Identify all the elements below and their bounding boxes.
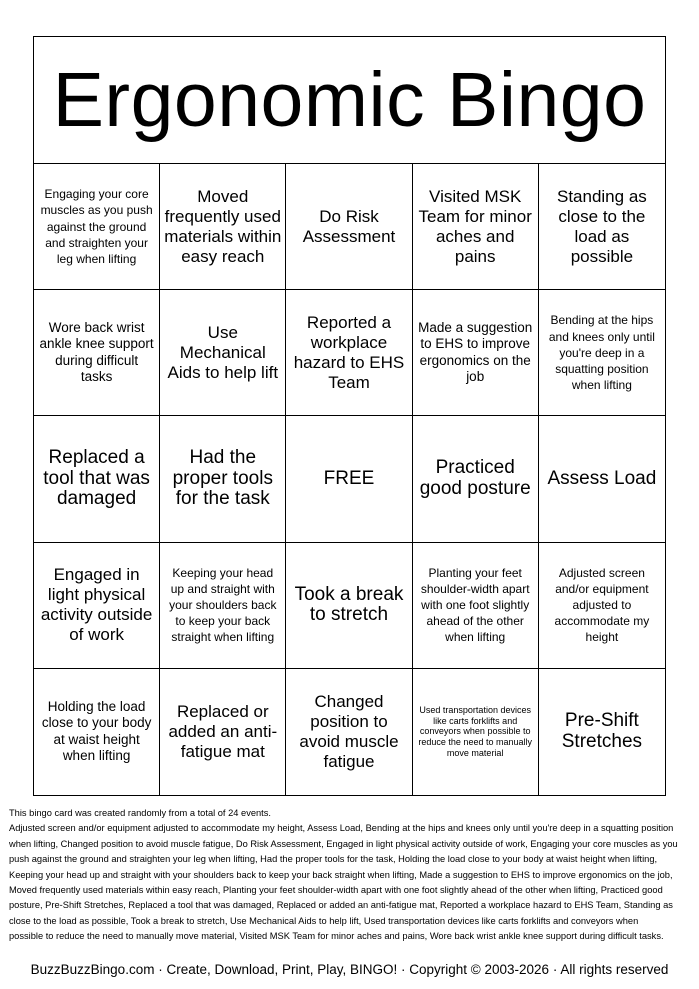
cell-text: Took a break to stretch — [294, 583, 404, 626]
bingo-cell — [34, 290, 160, 416]
cell-text: Had the proper tools for the task — [172, 447, 273, 510]
bingo-cell — [413, 164, 539, 290]
bingo-cell — [34, 164, 160, 290]
bingo-cell — [34, 543, 160, 669]
event-list-line: Adjusted screen and/or equipment adjusted to accommodate my height, Assess Load, Bending at the hips and knees only until you're deep in a squatting position — [9, 823, 674, 834]
cell-text: Keeping your head up and straight with your shoulders back to keep your back straight when lifting — [169, 565, 277, 645]
free-space — [286, 416, 412, 542]
bingo-cell — [160, 416, 286, 542]
copyright-footer: BuzzBuzzBingo.com · Create, Download, Print, Play, BINGO! · Copyright © 2003-2026 · All rights reserved — [30, 962, 669, 977]
bingo-cell — [34, 416, 160, 542]
cell-text: Engaging your core muscles as you push against the ground and straighten your leg when lifting — [40, 187, 153, 266]
cell-text: Used transportation devices like carts forklifts and conveyors when possible to reduce the need to manually move material — [418, 704, 532, 759]
bingo-cell — [286, 290, 412, 416]
bingo-cell — [539, 290, 665, 416]
cell-text: Standing as close to the load as possible — [556, 186, 647, 266]
cell-text: Engaged in light physical activity outside of work — [40, 565, 153, 645]
cell-text: Wore back wrist ankle knee support during difficult tasks — [39, 319, 154, 385]
cell-text: Replaced or added an anti-fatigue mat — [168, 701, 278, 761]
event-list-line: Moved frequently used materials within easy reach, Planting your feet shoulder-width apart with one foot slightly ahead of the other when lifting, Practiced good — [9, 885, 663, 896]
cell-text: Holding the load close to your body at waist height when lifting — [41, 698, 152, 764]
cell-text: Reported a workplace hazard to EHS Team — [293, 312, 405, 392]
cell-text: Pre-Shift Stretches — [561, 710, 643, 752]
event-list-line: when lifting, Changed position to avoid muscle fatigue, Do Risk Assessment, Engaged in light physical activity outside of work, Engaging your core muscles as you — [9, 838, 678, 849]
bingo-cell — [160, 669, 286, 795]
cell-text: Moved frequently used materials within easy reach — [164, 186, 282, 266]
cell-text: Changed position to avoid muscle fatigue — [299, 691, 399, 771]
bingo-cell — [413, 543, 539, 669]
cell-text: Assess Load — [547, 467, 657, 489]
cell-text: Bending at the hips and knees only until you're deep in a squatting position when lifting — [548, 313, 655, 393]
cell-text: Visited MSK Team for minor aches and pains — [418, 186, 532, 266]
event-list-line: Keeping your head up and straight with your shoulders back to keep your back straight when lifting, Made a suggestion to EHS to improve ergonomics on the job, — [9, 869, 673, 880]
bingo-cell — [413, 290, 539, 416]
bingo-cell — [413, 416, 539, 542]
cell-text: Made a suggestion to EHS to improve ergonomics on the job — [418, 319, 533, 385]
bingo-cell — [34, 669, 160, 795]
bingo-grid — [34, 164, 665, 795]
bingo-card — [33, 36, 666, 796]
cell-text: Use Mechanical Aids to help lift — [167, 322, 279, 382]
cell-text: Replaced a tool that was damaged — [43, 447, 150, 510]
bingo-cell — [413, 669, 539, 795]
cell-text: Practiced good posture — [419, 457, 531, 499]
cell-text: Do Risk Assessment — [302, 206, 396, 246]
card-title: Ergonomic Bingo — [52, 56, 647, 143]
bingo-cell — [286, 669, 412, 795]
bingo-cell — [160, 164, 286, 290]
event-list-line: push against the ground and straighten your leg when lifting, Had the proper tools for the task, Holding the load close to your body at waist height when lifting, — [9, 854, 658, 865]
bingo-cell — [160, 290, 286, 416]
title-box — [34, 37, 665, 164]
cell-text: Planting your feet shoulder-width apart with one foot slightly ahead of the other when lifting — [420, 565, 530, 645]
bingo-cell — [539, 669, 665, 795]
event-list-note — [9, 806, 691, 945]
event-count-note: This bingo card was created randomly from a total of 24 events. — [9, 808, 271, 818]
bingo-cell — [286, 164, 412, 290]
cell-text: Adjusted screen and/or equipment adjusted to accommodate my height — [554, 565, 650, 645]
bingo-cell — [539, 416, 665, 542]
bingo-cell — [286, 543, 412, 669]
event-list-line: close to the load as possible, Took a break to stretch, Use Mechanical Aids to help lift, Used transportation devices like carts forklifts and conveyors when — [9, 915, 639, 926]
event-list-line: posture, Pre-Shift Stretches, Replaced a tool that was damaged, Replaced or added an anti-fatigue mat, Reported a workplace hazard to EHS Team, Standing as — [9, 900, 673, 911]
bingo-cell — [160, 543, 286, 669]
bingo-cell — [539, 164, 665, 290]
event-list-line: possible to reduce the need to manually move material, Visited MSK Team for minor aches and pains, Wore back wrist ankle knee support during difficult tasks. — [9, 931, 664, 942]
bingo-cell — [539, 543, 665, 669]
cell-text: FREE — [323, 467, 375, 489]
